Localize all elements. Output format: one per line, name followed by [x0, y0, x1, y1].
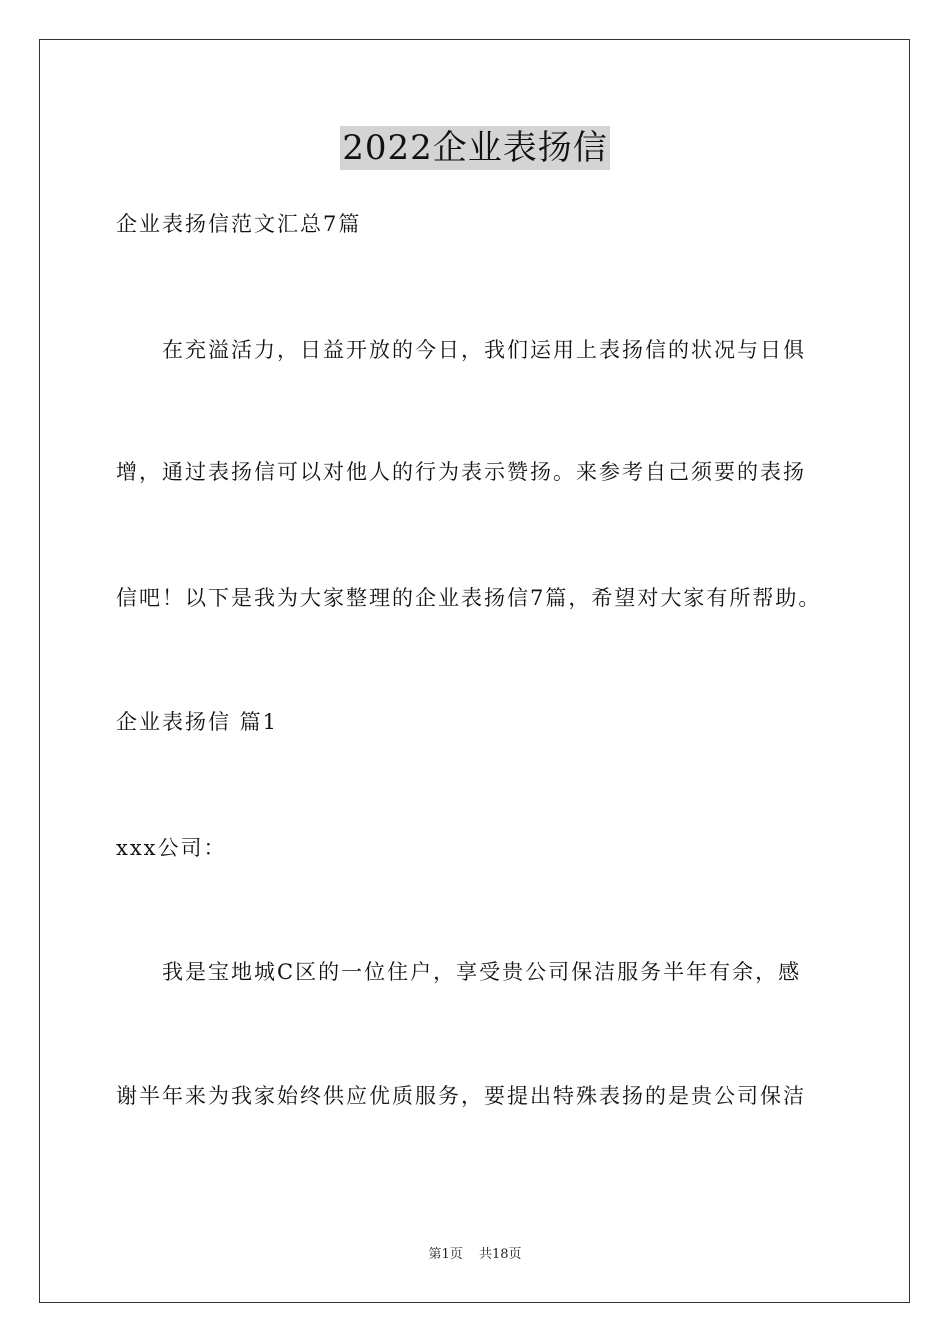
paragraph-2-line-2: 谢半年来为我家始终供应优质服务，要提出特殊表扬的是贵公司保洁 [116, 1084, 806, 1108]
paragraph-2-line-1: 我是宝地城C区的一位住户，享受贵公司保洁服务半年有余，感 [162, 960, 802, 984]
document-title: 2022企业表扬信 [342, 128, 608, 168]
title-container [0, 126, 950, 170]
document-subtitle: 企业表扬信范文汇总7篇 [116, 212, 362, 236]
page-total: 共18页 [478, 1247, 522, 1262]
paragraph-1-line-2: 增，通过表扬信可以对他人的行为表示赞扬。来参考自己须要的表扬 [116, 460, 806, 484]
paragraph-1-line-3: 信吧！以下是我为大家整理的企业表扬信7篇，希望对大家有所帮助。 [116, 586, 822, 610]
paragraph-1-line-1: 在充溢活力，日益开放的今日，我们运用上表扬信的状况与日俱 [162, 338, 806, 362]
page-number: 第1页 [428, 1247, 463, 1262]
section-heading: 企业表扬信 篇1 [116, 710, 279, 734]
page-footer [0, 1246, 950, 1264]
salutation: xxx公司： [116, 836, 227, 860]
